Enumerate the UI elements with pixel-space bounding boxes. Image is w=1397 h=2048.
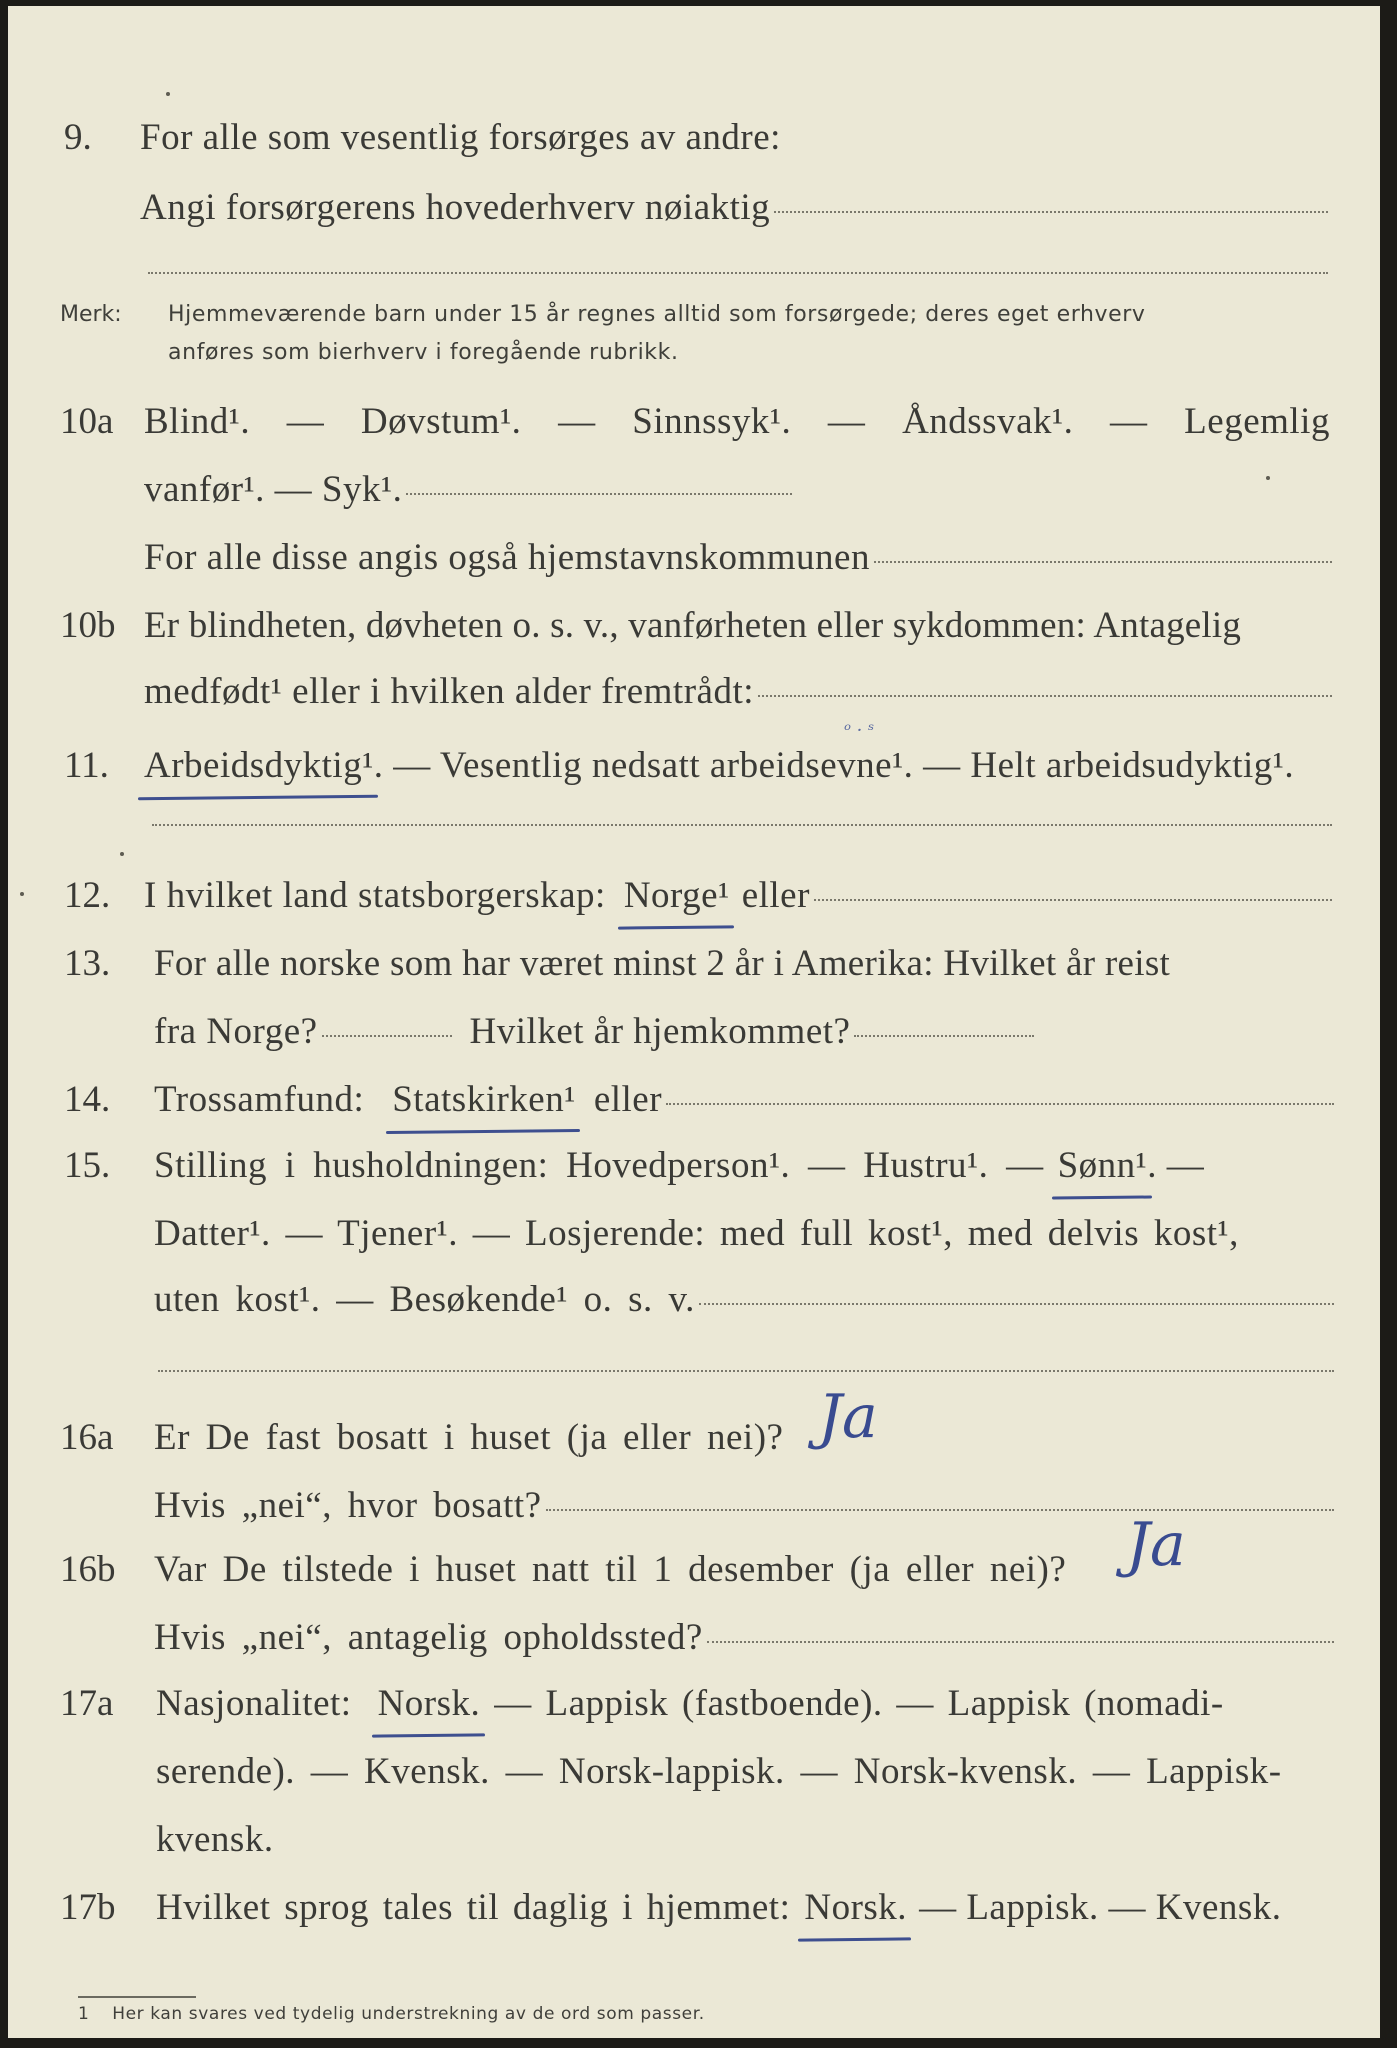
q14-eller: eller [593,1079,663,1120]
q15-answer-field[interactable] [699,1303,1334,1305]
ink-speck [120,852,124,856]
dash: — [558,401,596,442]
q16b-answer-field[interactable] [707,1641,1334,1643]
q10a-text3: For alle disse angis også hjemstavnskommunen [144,537,870,578]
q11-number: 11. [64,745,109,786]
q9-answer-field[interactable] [774,211,1328,213]
q16b-line1 [154,1548,1066,1591]
q10a-line3 [144,536,1332,579]
q9-line2 [140,186,1328,229]
q16b-text1: Var De tilstede i huset natt til 1 desember (ja eller nei)? [154,1549,1067,1590]
q10b-line2 [144,670,1332,713]
q16a-text2: Hvis „nei“, hvor bosatt? [154,1485,542,1526]
q17b-label: Hvilket sprog tales til daglig i hjemmet: [156,1887,791,1928]
q14-answer-field[interactable] [666,1103,1334,1105]
ink-speck [1266,476,1270,480]
q9-answer-field-2[interactable] [148,272,1328,274]
q10b-text1: Er blindheten, døvheten o. s. v., vanførheten eller sykdommen: Antagelig [144,605,1242,646]
q17a-selected-norsk[interactable]: Norsk. [377,1683,481,1724]
q10a-answer-field[interactable] [406,493,792,495]
q16a-line1 [154,1416,783,1459]
q10b-number: 10b [60,605,116,646]
pencil-marks: ᵒ · ˢ [844,720,875,741]
q17a-line1 [156,1682,1334,1725]
q15-text2[interactable]: Datter¹. — Tjener¹. — Losjerende: med full kost¹, med delvis kost¹, [154,1213,1239,1254]
q10a-text2[interactable]: vanfør¹. — Syk¹. [144,469,403,510]
ink-speck [20,892,24,896]
q9-line1 [140,116,781,159]
q17a-line2 [156,1750,1334,1793]
q16a-text1: Er De fast bosatt i huset (ja eller nei)? [154,1417,784,1458]
q13-number: 13. [64,943,111,984]
q17b-number: 17b [60,1887,116,1928]
q10b-line1 [144,604,1332,647]
option-andssvak[interactable]: Åndssvak¹. [902,401,1074,442]
q11-selected-option[interactable]: Arbeidsdyktig¹ [144,745,374,786]
q13-hjemkommet-field[interactable] [854,1035,1034,1037]
q13-hjemkommet-label: Hvilket år hjemkommet? [469,1011,851,1052]
q16a-handwritten-answer[interactable]: Ja [818,1382,878,1452]
q15-dash: . — [1147,1145,1205,1186]
option-blind[interactable]: Blind¹. [144,401,251,442]
q10a-number: 10a [60,401,114,442]
q16b-text2: Hvis „nei“, antagelig opholdssted? [154,1617,703,1658]
dash: — [1110,401,1148,442]
q14-line [154,1078,1334,1121]
merk-label: Merk: [60,302,122,327]
q13-line2 [154,1010,1034,1053]
q12-selected-norge[interactable]: Norge¹ [623,875,730,916]
q9-text1: For alle som vesentlig forsørges av andre: [140,117,781,158]
q13-reist-field[interactable] [322,1035,452,1037]
q16b-line2 [154,1616,1334,1659]
q15-selected-sonn[interactable]: Sønn¹ [1057,1145,1148,1186]
dash: — [286,401,325,442]
q15-line1 [154,1144,1334,1187]
q15-text3[interactable]: uten kost¹. — Besøkende¹ o. s. v. [154,1279,695,1320]
q10b-answer-field[interactable] [758,695,1332,697]
q17b-line [156,1886,1334,1929]
q10a-line1 [144,400,1330,443]
footnote-mark: 1 [78,2004,89,2024]
option-legemlig[interactable]: Legemlig [1184,401,1330,442]
q12-answer-field[interactable] [814,899,1332,901]
merk-text1: Hjemmeværende barn under 15 år regnes alltid som forsørgede; deres eget erhverv [168,302,1146,327]
q13-line1 [154,942,1334,985]
q10a-line2 [144,468,792,511]
option-dovstum[interactable]: Døvstum¹. [360,401,522,442]
q17a-options3[interactable]: kvensk. [156,1819,274,1860]
q11-answer-field[interactable] [152,824,1332,826]
q12-eller: eller [741,875,810,916]
q10a-hjemstavn-field[interactable] [874,561,1332,563]
footnote-rule [78,1996,196,1998]
option-sinnssyk[interactable]: Sinnssyk¹. [632,401,792,442]
census-form-page [8,6,1380,2038]
dash: — [827,401,866,442]
q17b-selected-norsk[interactable]: Norsk. [804,1887,908,1928]
q13-reist-label: fra Norge? [154,1011,318,1052]
q15-answer-field-2[interactable] [158,1370,1334,1372]
footnote-text: Her kan svares ved tydelig understrekning av de ord som passer. [112,2004,705,2024]
q15-text1[interactable]: Stilling i husholdningen: Hovedperson¹. — Hustru¹. — [154,1145,1044,1186]
q17a-number: 17a [60,1683,114,1724]
q14-selected-statskirken[interactable]: Statskirken¹ [392,1079,576,1120]
q15-line2 [154,1212,1334,1255]
ink-speck [166,92,170,96]
q15-line3 [154,1278,1334,1321]
footnote [78,2004,705,2024]
q10b-text2: medfødt¹ eller i hvilken alder fremtrådt: [144,671,755,712]
q12-line [144,874,1332,917]
q16b-handwritten-answer[interactable]: Ja [1126,1510,1186,1580]
q12-number: 12. [64,875,111,916]
merk-text2: anføres som bierhverv i foregående rubrikk. [168,340,679,365]
q14-number: 14. [64,1079,111,1120]
q16a-answer-field[interactable] [546,1509,1334,1511]
q17b-options[interactable]: — Lappisk. — Kvensk. [919,1887,1282,1928]
q12-label: I hvilket land statsborgerskap: [144,875,606,916]
q11-other-options[interactable]: . — Vesentlig nedsatt arbeidsevne¹. — Helt arbeidsudyktig¹. [373,745,1295,786]
q17a-options1[interactable]: — Lappisk (fastboende). — Lappisk (nomadi- [494,1683,1224,1724]
q17a-line3 [156,1818,274,1861]
q13-text1: For alle norske som har været minst 2 år i Amerika: Hvilket år reist [154,943,1171,984]
q15-number: 15. [64,1145,111,1186]
q17a-options2[interactable]: serende). — Kvensk. — Norsk-lappisk. — Norsk-kvensk. — Lappisk- [156,1751,1282,1792]
q16b-number: 16b [60,1549,116,1590]
q16a-number: 16a [60,1417,114,1458]
q14-label: Trossamfund: [154,1079,365,1120]
q9-number: 9. [64,117,92,158]
q17a-label: Nasjonalitet: [156,1683,352,1724]
q11-line [144,744,1332,787]
q9-text2: Angi forsørgerens hovederhverv nøiaktig [140,187,771,228]
